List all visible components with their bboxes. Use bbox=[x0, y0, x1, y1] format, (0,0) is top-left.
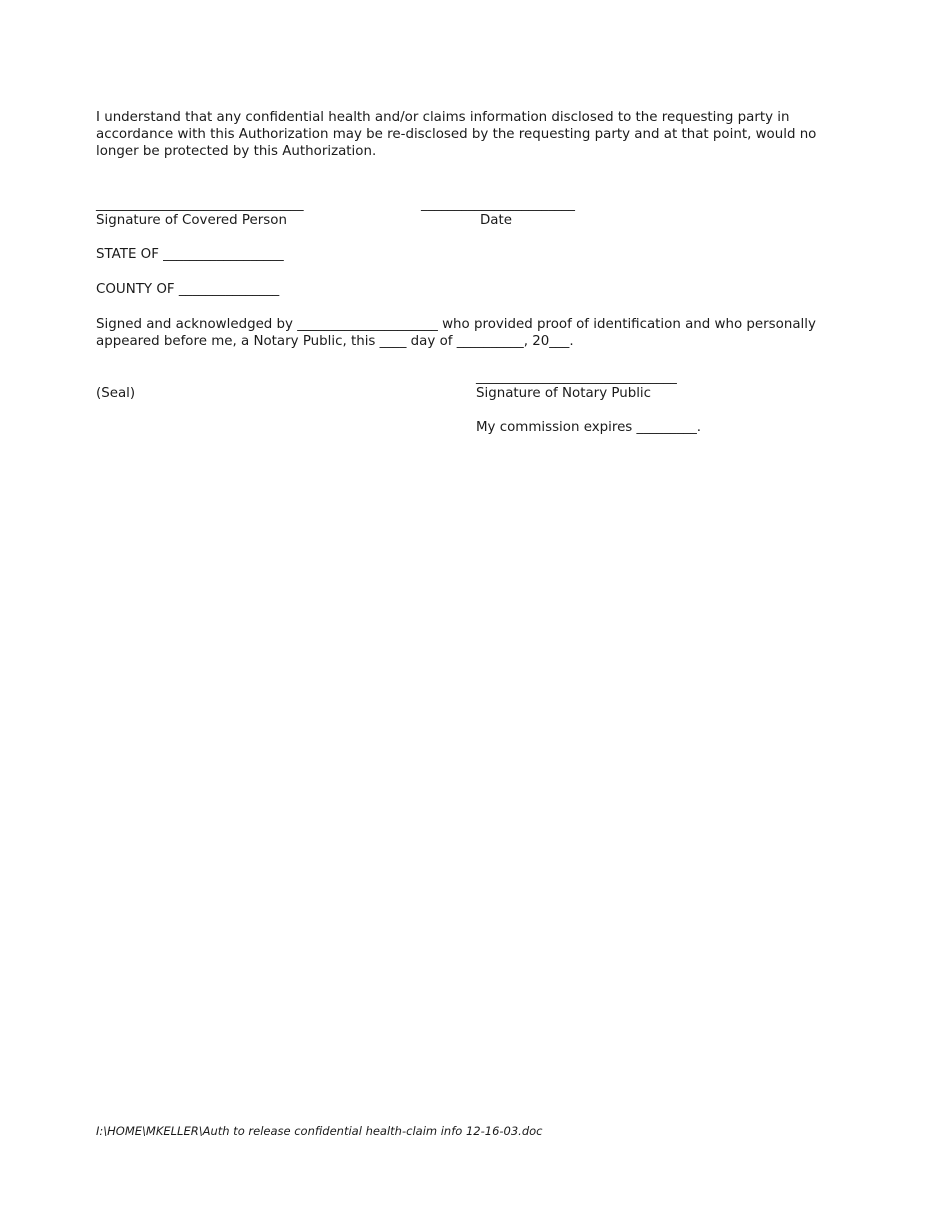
county-line: COUNTY OF _______________ bbox=[96, 282, 280, 297]
disclosure-paragraph: I understand that any confidential health and/or claims information disclosed to the requesting party in accordance with this Authorization may be re-disclosed by the requesting party and at that point, would no longer be protected by this Authorization. bbox=[96, 110, 817, 159]
commission-expires-text: My commission expires _________. bbox=[476, 420, 702, 435]
notary-signature-line: ______________________________ bbox=[476, 370, 677, 385]
state-line: STATE OF __________________ bbox=[96, 247, 284, 262]
covered-person-signature-label: Signature of Covered Person bbox=[96, 213, 287, 228]
covered-person-date-line: _______________________ bbox=[421, 197, 575, 212]
footer-file-path: I:\HOME\MKELLER\Auth to release confidential health-claim info 12-16-03.doc bbox=[96, 1124, 543, 1138]
seal-label: (Seal) bbox=[96, 386, 136, 401]
covered-person-date-label: Date bbox=[480, 213, 513, 228]
acknowledgment-paragraph: Signed and acknowledged by _____________________ who provided proof of identification and who personally appeared before me, a Notary Public, this ____ day of __________, 20___. bbox=[96, 317, 816, 349]
covered-person-signature-line: _______________________________ bbox=[96, 197, 304, 212]
notary-signature-label: Signature of Notary Public bbox=[476, 386, 651, 401]
